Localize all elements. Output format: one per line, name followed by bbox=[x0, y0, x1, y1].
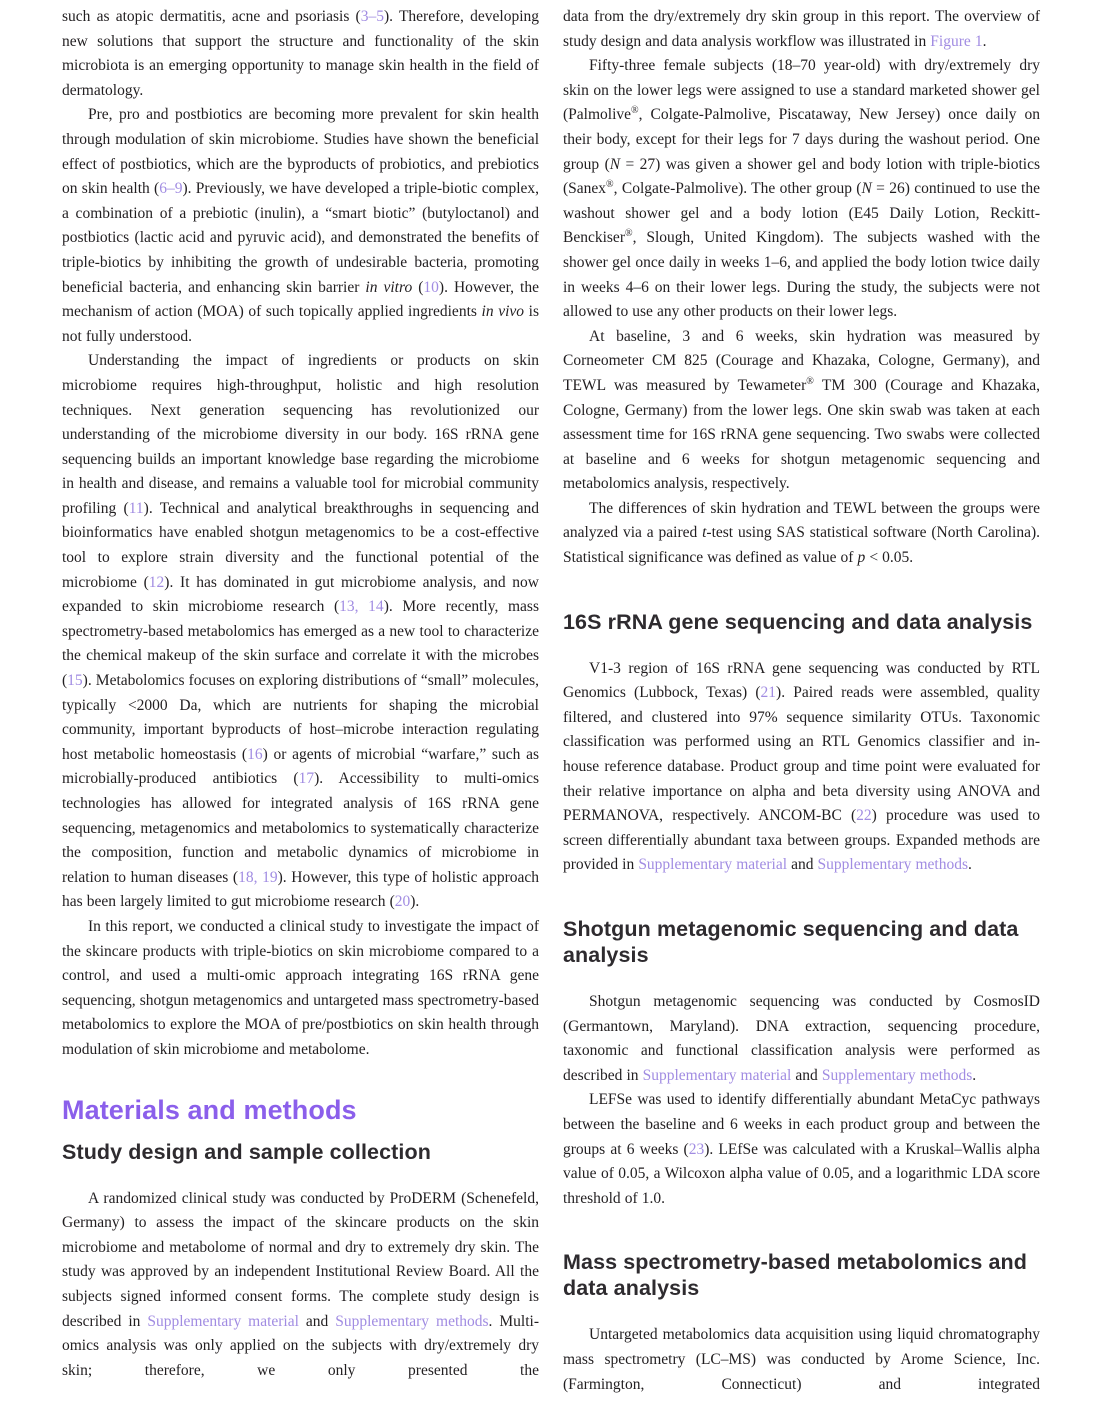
text-run: . bbox=[968, 856, 972, 874]
citation-ref[interactable]: 17 bbox=[298, 770, 315, 788]
paragraph bbox=[563, 657, 1040, 878]
text-run: ). Therefore, developing new solutions that support the structure and functionality of the skin microbiota is an emerging opportunity to manage skin health in the field of dermatology. bbox=[62, 8, 540, 99]
paragraph bbox=[563, 54, 1040, 325]
text-run-italic: N bbox=[861, 180, 872, 198]
subsection-heading: Study design and sample collection bbox=[62, 1139, 431, 1164]
citation-ref[interactable]: 22 bbox=[856, 807, 872, 825]
paragraph bbox=[62, 349, 539, 915]
text-run: ). More recently, mass spectrometry-based metabolomics has emerged as a new tool to characterize the chemical makeup of the skin surface and correlate it with the microbes ( bbox=[62, 598, 539, 690]
text-run: and bbox=[791, 1066, 822, 1084]
citation-ref[interactable]: 23 bbox=[688, 1140, 705, 1158]
text-run: -test using SAS statistical software (North Carolina). Statistical significance was defined as value of bbox=[563, 524, 1040, 567]
text-link[interactable]: Supplementary methods bbox=[817, 856, 968, 874]
text-run: LEFSe was used to identify differentially abundant MetaCyc pathways between the baseline and 6 weeks in each product group and between the groups at 6 weeks ( bbox=[563, 1091, 1040, 1158]
text-run: Understanding the impact of ingredients or products on skin microbiome requires high-throughput, holistic and high resolution techniques. Next generation sequencing has revolutionized our understanding of the microbiome diversity in our body. 16S rRNA gene sequencing builds an important knowledge base regarding the microbiome in health and disease, and remains a valuable tool for microbial community profiling ( bbox=[62, 352, 539, 517]
text-run: . bbox=[972, 1066, 977, 1084]
text-run: is not fully understood. bbox=[62, 303, 539, 345]
text-link[interactable]: Figure 1 bbox=[930, 32, 983, 50]
paragraph bbox=[563, 1323, 1040, 1397]
text-run: = 27) was given a shower gel and body lotion with triple-biotics (Sanex bbox=[563, 155, 1040, 198]
text-run: ) procedure was used to screen differentially abundant taxa between groups. Expanded methods are provided in bbox=[563, 807, 1041, 874]
text-run: and bbox=[787, 856, 818, 874]
paragraph bbox=[563, 325, 1040, 497]
citation-ref[interactable]: 13, 14 bbox=[339, 598, 384, 616]
paragraph bbox=[563, 5, 1040, 54]
paragraph bbox=[563, 1088, 1040, 1211]
text-run: ). However, this type of holistic approach has been largely limited to gut microbiome research ( bbox=[62, 868, 539, 911]
citation-ref[interactable]: 10 bbox=[423, 278, 439, 296]
column-left bbox=[62, 5, 539, 1414]
text-run: ). It has dominated in gut microbiome analysis, and now expanded to skin microbiome research ( bbox=[62, 573, 539, 616]
text-run: A randomized clinical study was conducted by ProDERM (Schenefeld, Germany) to assess the impact of the skincare products on the skin microbiome and metabolome of normal and dry to extremely dry skin. The study was approved by an independent Institutional Review Board. All the subjects signed informed consent forms. The complete study design is described in bbox=[62, 1189, 539, 1330]
citation-ref[interactable]: 18, 19 bbox=[238, 868, 278, 886]
text-run-italic: N bbox=[609, 155, 621, 173]
text-run: ). Previously, we have developed a triple-biotic complex, a combination of a prebiotic (inulin), a “smart biotic” (butyloctanol) and postbiotics (lactic acid and pyruvic acid), and demonstrated the benefits of triple-biotics by inhibiting the growth of undesirable bacteria, promoting beneficial bacteria, and enhancing skin barrier bbox=[62, 180, 540, 296]
text-run: . bbox=[982, 32, 987, 50]
text-run: Shotgun metagenomic sequencing was conducted by CosmosID (Germantown, Maryland). DNA extraction, sequencing procedure, taxonomic and functional classification analysis were performed as described in bbox=[563, 993, 1040, 1084]
text-link[interactable]: Supplementary methods bbox=[821, 1066, 973, 1084]
text-run: , Colgate-Palmolive, Piscataway, New Jersey) once daily on their body, except for their legs for 7 days during the washout period. One group ( bbox=[563, 106, 1040, 173]
text-run: V1-3 region of 16S rRNA gene sequencing was conducted by RTL Genomics (Lubbock, Texas) ( bbox=[563, 659, 1040, 702]
citation-ref[interactable]: 16 bbox=[247, 745, 263, 763]
text-run: ). bbox=[410, 893, 420, 911]
text-run-italic: in vivo bbox=[481, 303, 525, 321]
citation-ref[interactable]: 11 bbox=[128, 499, 144, 517]
citation-ref[interactable]: 20 bbox=[394, 893, 411, 911]
subsection-heading: 16S rRNA gene sequencing and data analysis bbox=[563, 609, 1033, 634]
section-heading: Materials and methods bbox=[62, 1094, 357, 1125]
text-run-italic: in vitro bbox=[365, 278, 413, 296]
text-run: , Slough, United Kingdom). The subjects washed with the shower gel once daily in weeks 1–6, and applied the body lotion twice daily in weeks 4–6 on their lower legs. During the study, the subjects were not allowed to use any other products on their lower legs. bbox=[563, 229, 1040, 321]
paragraph bbox=[62, 1187, 539, 1384]
text-run: ) or agents of microbial “warfare,” such as microbially-produced antibiotics ( bbox=[62, 745, 539, 788]
text-run: ). Metabolomics focuses on exploring distributions of “small” molecules, typically <2000 Da, which are nutrients for shaping the microbial community, important byproducts of host–microbe interaction regulating host metabolic homeostasis ( bbox=[62, 672, 539, 763]
text-link[interactable]: Supplementary material bbox=[638, 856, 788, 874]
subsection-heading: Mass spectrometry-based metabolomics and data analysis bbox=[563, 1250, 1028, 1301]
column-right bbox=[563, 5, 1040, 1414]
text-run: TM 300 (Courage and Khazaka, Cologne, Germany) from the lower legs. One skin swab was taken at each assessment time for 16S rRNA gene sequencing. Two swabs were collected at baseline and 6 weeks for shotgun metagenomic sequencing and metabolomics analysis, respectively. bbox=[563, 376, 1040, 493]
paragraph bbox=[563, 990, 1040, 1088]
text-run-italic: p bbox=[857, 549, 866, 567]
registered-mark: ® bbox=[631, 105, 639, 117]
paragraph bbox=[563, 497, 1040, 571]
text-run: , Colgate-Palmolive). The other group ( bbox=[613, 180, 862, 198]
text-run: ). Technical and analytical breakthroughs in sequencing and bioinformatics have enabled shotgun metagenomics to be a cost-effective tool to explore strain diversity and the functional potential of the microbiome ( bbox=[62, 499, 539, 591]
text-link[interactable]: Supplementary methods bbox=[335, 1312, 489, 1330]
text-run: In this report, we conducted a clinical study to investigate the impact of the skincare products with triple-biotics on skin microbiome compared to a control, and used a multi-omic approach integrating 16S rRNA gene sequencing, shotgun metagenomics and untargeted mass spectrometry-based metabolomics to explore the MOA of pre/postbiotics on skin health through modulation of skin microbiome and metabolome. bbox=[62, 917, 539, 1058]
text-run: Fifty-three female subjects (18–70 year-old) with dry/extremely dry skin on the lower legs were assigned to use a standard marketed shower gel (Palmolive bbox=[563, 57, 1040, 124]
text-run: ). However, the mechanism of action (MOA) of such topically applied ingredients bbox=[62, 278, 539, 321]
text-run: At baseline, 3 and 6 weeks, skin hydration was measured by Corneometer CM 825 (Courage and Khazaka, Cologne, Germany), and TEWL was measured by Tewameter bbox=[563, 327, 1040, 394]
text-run: and bbox=[298, 1312, 336, 1330]
text-run: such as atopic dermatitis, acne and psoriasis ( bbox=[62, 8, 361, 25]
text-run: The differences of skin hydration and TEWL between the groups were analyzed via a paired bbox=[563, 499, 1040, 542]
text-run: ). LEfSe was calculated with a Kruskal–Wallis alpha value of 0.05, a Wilcoxon alpha value of 0.05, and a logarithmic LDA score threshold of 1.0. bbox=[563, 1140, 1040, 1207]
text-run-italic: t bbox=[702, 524, 707, 542]
text-run: Untargeted metabolomics data acquisition using liquid chromatography mass spectrometry (LC–MS) was conducted by Arome Science, Inc. (Farmington, Connecticut) and integrated bbox=[563, 1326, 1040, 1393]
text-run: . Multi-omics analysis was only applied on the subjects with dry/extremely dry skin; therefore, we only presented the bbox=[62, 1312, 539, 1379]
citation-ref[interactable]: 3–5 bbox=[360, 8, 384, 25]
registered-mark: ® bbox=[606, 179, 614, 190]
paragraph bbox=[62, 103, 539, 349]
citation-ref[interactable]: 12 bbox=[148, 573, 165, 591]
citation-ref[interactable]: 6–9 bbox=[159, 180, 183, 198]
text-run: ). Paired reads were assembled, quality filtered, and clustered into 97% sequence similarity OTUs. Taxonomic classification was performed using an RTL Genomics classifier and in-house reference database. Product group and time point were evaluated for their relative importance on alpha and beta diversity using ANOVA and PERMANOVA, respectively. ANCOM-BC ( bbox=[563, 684, 1040, 825]
text-run: = 26) continued to use the washout shower gel and a body lotion (E45 Daily Lotion, Reckitt-Benckiser bbox=[563, 180, 1040, 247]
paragraph bbox=[62, 915, 539, 1063]
citation-ref[interactable]: 21 bbox=[760, 684, 777, 702]
text-run: ). Accessibility to multi-omics technologies has allowed for integrated analysis of 16S rRNA gene sequencing, metagenomics and metabolomics to systematically characterize the composition, function and metabolic dynamics of microbiome in relation to human diseases ( bbox=[62, 770, 539, 886]
citation-ref[interactable]: 15 bbox=[67, 672, 83, 690]
text-run: < 0.05. bbox=[865, 549, 914, 567]
text-run: ( bbox=[412, 278, 424, 296]
subsection-heading: Shotgun metagenomic sequencing and data analysis bbox=[563, 917, 1019, 967]
registered-mark: ® bbox=[624, 228, 633, 240]
registered-mark: ® bbox=[806, 375, 814, 387]
text-link[interactable]: Supplementary material bbox=[642, 1066, 792, 1084]
text-run: Pre, pro and postbiotics are becoming more prevalent for skin health through modulation of skin microbiome. Studies have shown the beneficial effect of postbiotics, which are the byproducts of probiotics, and prebiotics on skin health ( bbox=[62, 106, 539, 198]
paragraph bbox=[62, 5, 539, 103]
text-link[interactable]: Supplementary material bbox=[147, 1312, 299, 1330]
text-run: data from the dry/extremely dry skin group in this report. The overview of study design and data analysis workflow was illustrated in bbox=[563, 8, 1040, 50]
